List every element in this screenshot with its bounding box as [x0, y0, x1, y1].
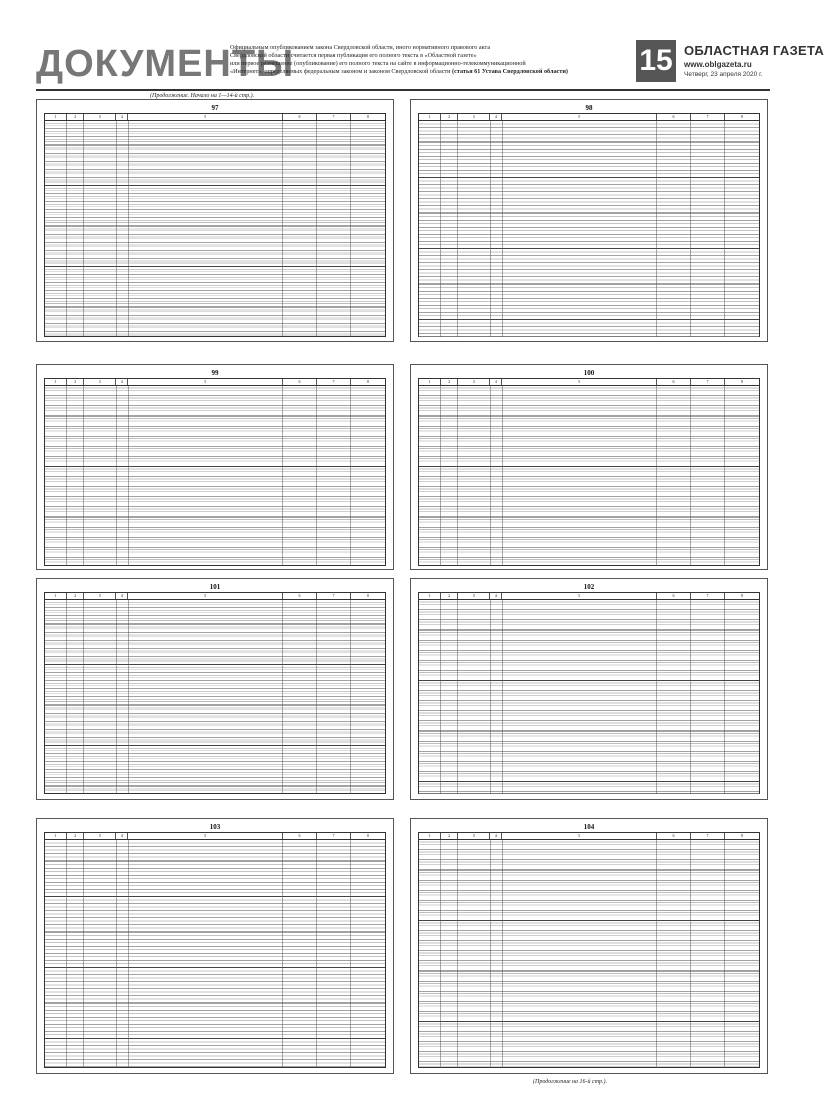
page-number-label: 104 — [583, 823, 595, 831]
budget-table — [418, 592, 760, 794]
table-rows — [45, 386, 385, 566]
table-header-row: 1 2 3 4 5 6 7 8 — [45, 379, 385, 386]
page-number-label: 100 — [583, 369, 595, 377]
document-page-104 — [410, 818, 768, 1074]
budget-table — [44, 378, 386, 566]
page-number-label: 97 — [211, 104, 219, 112]
budget-table — [44, 592, 386, 794]
section-title: ДОКУМЕНТЫ — [36, 43, 295, 85]
continuation-note-top: (Продолжение. Начало на 1—14-й стр.). — [150, 93, 255, 99]
document-page-99 — [36, 364, 394, 570]
document-page-97 — [36, 99, 394, 342]
table-header-row: 1 2 3 4 5 6 7 8 — [45, 833, 385, 840]
table-header-row: 1 2 3 4 5 6 7 8 — [419, 833, 759, 840]
table-rows — [45, 600, 385, 794]
notice-line: «Интернет», определяемых федеральным законом и законом Свердловской области (статья 61 Устава Свердловской области) — [230, 68, 568, 75]
budget-table — [44, 832, 386, 1068]
table-header-row: 1 2 3 4 5 6 7 8 — [419, 379, 759, 386]
page-number-label: 101 — [209, 583, 221, 591]
newspaper-url[interactable]: www.oblgazeta.ru — [684, 60, 752, 69]
table-header-row: 1 2 3 4 5 6 7 8 — [45, 114, 385, 121]
continuation-note-bottom: (Продолжение на 16-й стр.). — [533, 1079, 608, 1085]
table-rows — [419, 121, 759, 337]
document-page-102 — [410, 578, 768, 800]
table-header-row: 1 2 3 4 5 6 7 8 — [45, 593, 385, 600]
page-number-label: 98 — [585, 104, 593, 112]
document-page-100 — [410, 364, 768, 570]
table-rows — [45, 840, 385, 1068]
budget-table — [418, 832, 760, 1068]
table-rows — [419, 840, 759, 1068]
page-number-label: 99 — [211, 369, 219, 377]
table-header-row: 1 2 3 4 5 6 7 8 — [419, 593, 759, 600]
document-page-103 — [36, 818, 394, 1074]
budget-table — [418, 378, 760, 566]
document-page-98 — [410, 99, 768, 342]
page-number-label: 103 — [209, 823, 221, 831]
table-header-row: 1 2 3 4 5 6 7 8 — [419, 114, 759, 121]
notice-line: Официальным опубликованием закона Свердловской области, иного нормативного правового акта — [230, 44, 491, 51]
notice-reference: (статья 61 Устава Свердловской области) — [452, 68, 568, 75]
masthead — [36, 40, 824, 86]
document-page-101 — [36, 578, 394, 800]
page-number-label: 102 — [583, 583, 595, 591]
table-rows — [419, 600, 759, 794]
issue-date: Четверг, 23 апреля 2020 г. — [684, 71, 763, 78]
notice-line: Свердловской области считается первая публикация его полного текста в «Областной газете» — [230, 52, 477, 59]
notice-line: или первое размещение (опубликование) его полного текста на сайте в информационно-телекоммуникационной — [230, 60, 526, 67]
newspaper-name: ОБЛАСТНАЯ ГАЗЕТА — [684, 43, 824, 58]
budget-table — [418, 113, 760, 337]
publication-notice — [230, 44, 630, 76]
table-rows — [419, 386, 759, 566]
page-number: 15 — [636, 40, 676, 82]
table-rows — [45, 121, 385, 337]
masthead-divider — [36, 89, 770, 91]
budget-table — [44, 113, 386, 337]
